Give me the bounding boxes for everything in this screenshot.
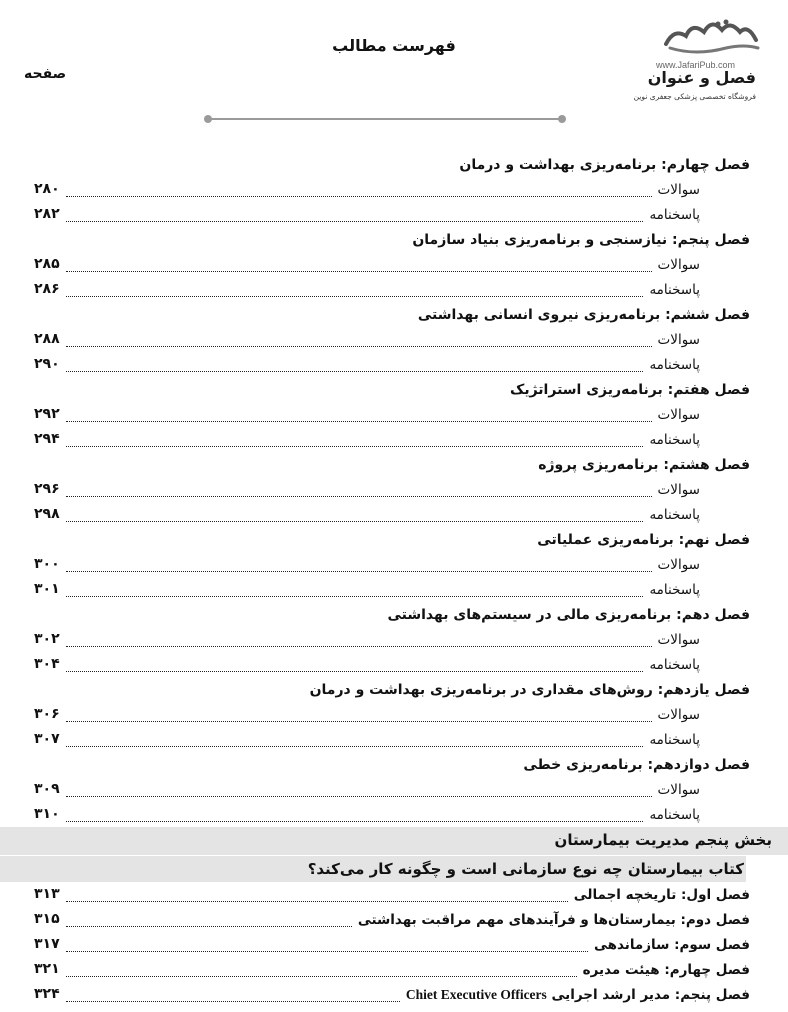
dot-leader bbox=[66, 721, 652, 722]
toc-entry bbox=[0, 883, 788, 908]
toc-entry bbox=[0, 553, 788, 578]
toc-entry-title: سوالات bbox=[657, 482, 700, 498]
toc-entry-title: پاسخنامه bbox=[649, 807, 700, 823]
page-number: ۳۰۰ bbox=[34, 556, 60, 572]
page-number: ۳۰۶ bbox=[34, 706, 60, 722]
toc-entry bbox=[0, 983, 788, 1008]
page-number: ۳۰۹ bbox=[34, 781, 60, 797]
toc-entry-title: فصل پنجم: نیازسنجی و برنامه‌ریزی بنیاد سازمان bbox=[412, 232, 750, 248]
toc-entry-title: فصل پنجم: مدیر ارشد اجرایی Chiet Executive Officers bbox=[405, 987, 750, 1003]
page-number: ۳۲۴ bbox=[34, 986, 60, 1002]
toc-entry bbox=[0, 478, 788, 503]
dot-leader bbox=[66, 1001, 400, 1002]
toc-entry-title: فصل دهم: برنامه‌ریزی مالی در سیستم‌های بهداشتی bbox=[387, 607, 750, 623]
page-number: ۲۹۲ bbox=[34, 406, 60, 422]
toc-entry-title: سوالات bbox=[657, 332, 700, 348]
toc-entry-latin: Chiet Executive Officers bbox=[405, 987, 547, 1002]
toc-entry-title: سوالات bbox=[657, 557, 700, 573]
toc-entry-title: فصل هفتم: برنامه‌ریزی استراتژیک bbox=[510, 382, 750, 398]
dot-leader bbox=[66, 596, 643, 597]
page-number: ۳۰۴ bbox=[34, 656, 60, 672]
toc-chapter-heading bbox=[0, 753, 788, 778]
toc-entry-title: پاسخنامه bbox=[649, 507, 700, 523]
header-divider bbox=[204, 117, 566, 121]
page-number: ۲۹۰ bbox=[34, 356, 60, 372]
dot-leader bbox=[66, 951, 588, 952]
toc-entry-title: پاسخنامه bbox=[649, 732, 700, 748]
dot-leader bbox=[66, 196, 652, 197]
book-heading bbox=[0, 856, 746, 882]
dot-leader bbox=[66, 521, 643, 522]
dot-leader bbox=[66, 646, 652, 647]
page-number: ۳۲۱ bbox=[34, 961, 60, 977]
toc-entry-title: فصل سوم: سازماندهی bbox=[593, 937, 750, 953]
toc-entry bbox=[0, 578, 788, 603]
toc-entry-title: سوالات bbox=[657, 182, 700, 198]
page-number: ۲۹۶ bbox=[34, 481, 60, 497]
part-heading-text: بخش پنجم مدیریت بیمارستان bbox=[554, 831, 772, 849]
toc-entry bbox=[0, 178, 788, 203]
page-title: فهرست مطالب bbox=[332, 36, 456, 55]
dot-leader bbox=[66, 421, 652, 422]
toc-entry bbox=[0, 933, 788, 958]
page-column-label: صفحه bbox=[24, 66, 67, 82]
toc-entry-title: پاسخنامه bbox=[649, 432, 700, 448]
toc-entry-title: فصل نهم: برنامه‌ریزی عملیاتی bbox=[537, 532, 750, 548]
toc-list-hospital bbox=[0, 883, 788, 1008]
logo-subtitle: فروشگاه تخصصی پزشکی جعفری نوین bbox=[633, 92, 756, 101]
divider-dot-icon bbox=[204, 115, 212, 123]
toc-entry bbox=[0, 803, 788, 828]
toc-entry bbox=[0, 428, 788, 453]
dot-leader bbox=[66, 976, 577, 977]
toc-entry bbox=[0, 403, 788, 428]
toc-chapter-heading bbox=[0, 153, 788, 178]
toc-entry-title: پاسخنامه bbox=[649, 282, 700, 298]
page-number: ۳۱۰ bbox=[34, 806, 60, 822]
toc-chapter-heading bbox=[0, 228, 788, 253]
toc-entry bbox=[0, 628, 788, 653]
page-number: ۳۱۳ bbox=[34, 886, 60, 902]
toc-entry-title: پاسخنامه bbox=[649, 582, 700, 598]
dot-leader bbox=[66, 671, 643, 672]
book-heading-text: کتاب بیمارستان چه نوع سازمانی است و چگونه کار می‌کند؟ bbox=[307, 860, 744, 878]
page-number: ۲۸۶ bbox=[34, 281, 60, 297]
dot-leader bbox=[66, 496, 652, 497]
toc-entry-title: فصل دوازدهم: برنامه‌ریزی خطی bbox=[523, 757, 750, 773]
toc-entry-title: سوالات bbox=[657, 257, 700, 273]
logo-url: www.JafariPub.com bbox=[656, 60, 736, 70]
page-number: ۳۰۷ bbox=[34, 731, 60, 747]
toc-entry-title: فصل ششم: برنامه‌ریزی نیروی انسانی بهداشتی bbox=[417, 307, 750, 323]
toc-entry-title: سوالات bbox=[657, 632, 700, 648]
toc-entry-title: سوالات bbox=[657, 782, 700, 798]
toc-chapter-heading bbox=[0, 678, 788, 703]
dot-leader bbox=[66, 446, 643, 447]
page-number: ۲۸۰ bbox=[34, 181, 60, 197]
dot-leader bbox=[66, 221, 643, 222]
toc-entry bbox=[0, 278, 788, 303]
dot-leader bbox=[66, 346, 652, 347]
toc-chapter-heading bbox=[0, 603, 788, 628]
page-number: ۳۱۵ bbox=[34, 911, 60, 927]
toc-entry bbox=[0, 503, 788, 528]
page-number: ۲۸۸ bbox=[34, 331, 60, 347]
divider-dot-icon bbox=[558, 115, 566, 123]
toc-entry bbox=[0, 908, 788, 933]
page-number: ۳۱۷ bbox=[34, 936, 60, 952]
page-number: ۲۸۲ bbox=[34, 206, 60, 222]
dot-leader bbox=[66, 796, 652, 797]
dot-leader bbox=[66, 296, 643, 297]
dot-leader bbox=[66, 926, 352, 927]
toc-entry-title: پاسخنامه bbox=[649, 207, 700, 223]
dot-leader bbox=[66, 271, 652, 272]
toc-entry bbox=[0, 703, 788, 728]
toc-entry bbox=[0, 253, 788, 278]
dot-leader bbox=[66, 371, 643, 372]
toc-chapter-heading bbox=[0, 378, 788, 403]
toc-entry-title: فصل اول: تاریخچه اجمالی bbox=[573, 887, 750, 903]
page-number: ۲۹۸ bbox=[34, 506, 60, 522]
logo-mark-icon bbox=[656, 14, 766, 60]
toc-entry bbox=[0, 653, 788, 678]
toc-entry-title: فصل دوم: بیمارستان‌ها و فرآیندهای مهم مراقبت بهداشتی bbox=[357, 912, 750, 928]
toc-entry bbox=[0, 778, 788, 803]
toc-entry-title: فصل چهارم: هیئت مدیره bbox=[582, 962, 750, 978]
toc-entry-title: سوالات bbox=[657, 407, 700, 423]
toc-chapter-heading bbox=[0, 453, 788, 478]
toc-entry bbox=[0, 958, 788, 983]
toc-list bbox=[0, 153, 788, 828]
publisher-logo bbox=[630, 14, 770, 101]
toc-entry-title: پاسخنامه bbox=[649, 357, 700, 373]
toc-entry-title: فصل چهارم: برنامه‌ریزی بهداشت و درمان bbox=[459, 157, 750, 173]
dot-leader bbox=[66, 821, 643, 822]
page-number: ۳۰۲ bbox=[34, 631, 60, 647]
page-number: ۲۸۵ bbox=[34, 256, 60, 272]
dot-leader bbox=[66, 746, 643, 747]
dot-leader bbox=[66, 571, 652, 572]
toc-entry-title: فصل هشتم: برنامه‌ریزی پروژه bbox=[538, 457, 750, 473]
page-number: ۲۹۴ bbox=[34, 431, 60, 447]
toc-entry bbox=[0, 353, 788, 378]
toc-chapter-heading bbox=[0, 303, 788, 328]
toc-chapter-heading bbox=[0, 528, 788, 553]
toc-entry-title: سوالات bbox=[657, 707, 700, 723]
logo-name: فصل و عنوان bbox=[647, 68, 756, 87]
part-heading bbox=[0, 827, 788, 855]
toc-entry bbox=[0, 728, 788, 753]
page-number: ۳۰۱ bbox=[34, 581, 60, 597]
toc-entry-title: پاسخنامه bbox=[649, 657, 700, 673]
toc-entry-title: فصل یازدهم: روش‌های مقداری در برنامه‌ریزی بهداشت و درمان bbox=[309, 682, 750, 698]
toc-entry bbox=[0, 203, 788, 228]
dot-leader bbox=[66, 901, 568, 902]
toc-entry bbox=[0, 328, 788, 353]
